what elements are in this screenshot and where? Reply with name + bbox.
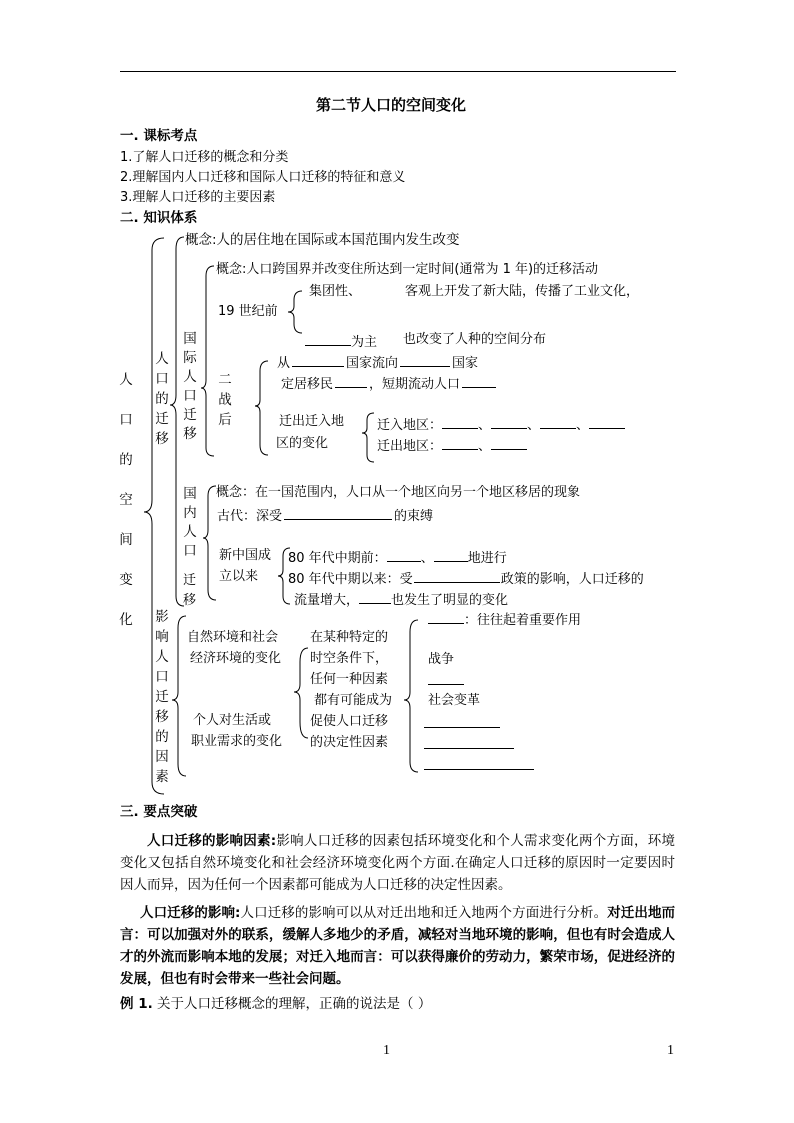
v-char: 化 — [119, 612, 133, 628]
v-label-ww2 — [217, 374, 233, 434]
v-char: 口 — [119, 412, 133, 428]
blank[interactable] — [305, 333, 351, 346]
v-char: 口 — [183, 388, 197, 404]
v-label-domestic — [182, 488, 198, 564]
out-area-line: 迁出地区： 、 — [377, 437, 527, 453]
section-1-heading: 一. 课标考点 — [120, 128, 198, 144]
domestic-concept: 概念：在一国范围内，人口从一个地区向另一个地区移居的现象 — [216, 485, 581, 500]
v-char: 人 — [155, 649, 169, 665]
v-label-factors — [154, 611, 170, 791]
blank[interactable] — [434, 549, 468, 562]
v-char: 响 — [155, 629, 169, 645]
ww2-line-a — [277, 354, 478, 370]
v-char: 的 — [119, 452, 133, 468]
v-char: 人 — [119, 372, 133, 388]
text: 80 年代中期以来：受 — [288, 572, 413, 587]
blank[interactable] — [424, 736, 514, 749]
factor-env-b: 经济环境的变化 — [190, 651, 282, 666]
text: 80 年代中期前： — [288, 551, 387, 566]
text: 国家流向 — [346, 356, 399, 371]
v-char: 人 — [183, 369, 197, 385]
v-char: 移 — [183, 426, 197, 442]
v-label-intl — [182, 333, 198, 447]
factor-personal-a: 个人对生活或 — [193, 713, 272, 728]
text: 流量增大， — [294, 593, 360, 608]
v-char: 国 — [183, 331, 197, 347]
text: 的束缚 — [394, 509, 434, 524]
text: 为主 — [351, 335, 378, 350]
v-char: 二 — [218, 372, 232, 388]
pre-19c-b: 客观上开发了新大陆，传播了工业文化， — [405, 284, 640, 299]
text: 迁出地区： — [377, 439, 443, 454]
p80-flow — [294, 591, 508, 607]
text: 地进行 — [467, 551, 507, 566]
blank[interactable] — [424, 757, 534, 770]
pre-19c-a: 集团性、 — [309, 284, 362, 299]
v-char: 口 — [155, 669, 169, 685]
factor-right-reform: 社会变革 — [428, 693, 481, 708]
blank[interactable] — [428, 672, 464, 685]
v-char: 迁 — [183, 407, 197, 423]
v-char: 的 — [155, 729, 169, 745]
v-char: 空 — [119, 492, 133, 508]
para-bold: 人口迁移的影响因素: — [147, 833, 277, 849]
text: 政策的影响，人口迁移的 — [500, 572, 644, 587]
factor-mid-2: 时空条件下， — [310, 651, 389, 666]
para-text: 影响人口迁移的因素包括环境变化和个人需求变化两个方面，环境变化又包括自然环境变化和社会经济环境变化两个方面.在确定人口迁移的原因时一定要因时因人而异，因为任何一个因素都可能成为人口迁移的决定性因素。 — [120, 833, 675, 893]
v-char: 国 — [183, 486, 197, 502]
factor-personal-b: 职业需求的变化 — [191, 734, 283, 749]
pre-19c-c — [305, 333, 377, 349]
pre-19c-label: 19 世纪前 — [218, 304, 278, 319]
blank[interactable] — [589, 416, 625, 429]
example-1 — [120, 998, 431, 1012]
text: 定居移民 — [281, 377, 334, 392]
p80-before: 80 年代中期前： 、 地进行 — [288, 551, 507, 566]
v-char: 迁 — [155, 411, 169, 427]
text: ，短期流动人口 — [369, 377, 461, 392]
factor-right-war: 战争 — [428, 652, 455, 667]
blank[interactable] — [284, 507, 392, 520]
ancient-line — [217, 507, 433, 523]
v-char: 口 — [155, 371, 169, 387]
blank[interactable] — [428, 611, 464, 624]
objective-item: 1.了解人口迁移的概念和分类 — [120, 150, 289, 165]
new-china-a: 新中国成 — [219, 548, 272, 563]
example-text: 关于人口迁移概念的理解，正确的说法是（ ） — [157, 996, 432, 1012]
text: 迁入地区： — [377, 418, 443, 433]
blank[interactable] — [424, 715, 500, 728]
section-2-heading: 二. 知识体系 — [120, 210, 198, 226]
factor-mid-3: 任何一种因素 — [310, 672, 389, 687]
new-china-b: 立以来 — [219, 569, 259, 584]
factor-env-a: 自然环境和社会 — [187, 630, 279, 645]
text: ：往往起着重要作用 — [464, 613, 582, 628]
text: 也发生了明显的变化 — [391, 593, 509, 608]
v-char: 际 — [183, 350, 197, 366]
factor-mid-6: 的决定性因素 — [310, 735, 389, 750]
v-char: 变 — [119, 572, 133, 588]
v-label-domestic-tail: 迁 移 — [183, 573, 197, 608]
factor-mid-4: 都有可能成为 — [314, 693, 393, 708]
v-char: 迁 — [155, 689, 169, 705]
v-char: 人 — [183, 524, 197, 540]
header-rule — [120, 71, 676, 72]
v-char: 人 — [155, 351, 169, 367]
page-title: 第二节人口的空间变化 — [316, 96, 467, 114]
v-char: 因 — [155, 749, 169, 765]
blank[interactable] — [462, 375, 496, 388]
blank[interactable] — [414, 570, 500, 583]
ww2-change-a: 迁出迁入地 — [279, 414, 345, 429]
blank[interactable] — [540, 416, 576, 429]
section-3-heading: 三. 要点突破 — [120, 804, 198, 820]
factor-right-1 — [428, 611, 581, 627]
paragraph-effects — [120, 902, 675, 990]
blank[interactable] — [359, 591, 391, 604]
objective-item: 2.理解国内人口迁移和国际人口迁移的特征和意义 — [120, 170, 406, 185]
factor-mid-1: 在某种特定的 — [310, 630, 389, 645]
text: 国家 — [452, 356, 479, 371]
blank[interactable] — [442, 416, 478, 429]
ww2-line-b — [281, 375, 498, 391]
para-bold: 人口迁移的影响: — [140, 905, 241, 921]
para-bold-rest: 对迁出地而言：可以加强对外的联系，缓解人多地少的矛盾，减轻对当地环境的影响，但也有时会造成人才的外流而影响本地的发展；对迁入地而言：可以获得廉价的劳动力，繁荣市场，促进经济的发展，但也有时会带来一些社会问题。 — [120, 905, 676, 987]
in-area-line: 迁入地区： 、 、 、 — [377, 416, 625, 432]
blank[interactable] — [442, 437, 478, 450]
intl-concept: 概念:人口跨国界并改变住所达到一定时间(通常为 1 年)的迁移活动 — [216, 262, 599, 277]
v-label-spatial-change — [118, 374, 134, 654]
blank[interactable] — [387, 549, 421, 562]
blank[interactable] — [292, 354, 344, 367]
v-char: 内 — [183, 505, 197, 521]
v-char: 战 — [218, 392, 232, 408]
v-char: 的 — [155, 391, 169, 407]
v-char: 移 — [155, 709, 169, 725]
v-char: 影 — [155, 609, 169, 625]
p80-after — [288, 570, 644, 586]
text: 古代：深受 — [217, 509, 283, 524]
v-char: 移 — [155, 431, 169, 447]
example-label: 例 1. — [120, 996, 153, 1012]
concept-text: 概念:人的居住地在国际或本国范围内发生改变 — [185, 232, 460, 248]
blank[interactable] — [491, 437, 527, 450]
factor-mid-5: 促使人口迁移 — [310, 714, 389, 729]
v-char: 间 — [119, 532, 133, 548]
blank[interactable] — [491, 416, 527, 429]
objective-item: 3.理解人口迁移的主要因素 — [120, 190, 276, 205]
ww2-change-b: 区的变化 — [276, 436, 329, 451]
text: 从 — [277, 356, 291, 371]
blank[interactable] — [400, 354, 450, 367]
v-char: 口 — [183, 543, 197, 559]
paragraph-factors — [120, 830, 675, 896]
v-char: 素 — [155, 769, 169, 785]
v-label-migration — [154, 353, 170, 453]
page-number-center: 1 — [383, 1043, 390, 1058]
v-char: 后 — [218, 412, 232, 428]
para-text: 人口迁移的影响可以从对迁出地和迁入地两个方面进行分析。 — [240, 905, 608, 921]
pre-19c-d: 也改变了人种的空间分布 — [403, 332, 547, 347]
blank[interactable] — [335, 375, 367, 388]
page-number-right: 1 — [667, 1043, 674, 1058]
